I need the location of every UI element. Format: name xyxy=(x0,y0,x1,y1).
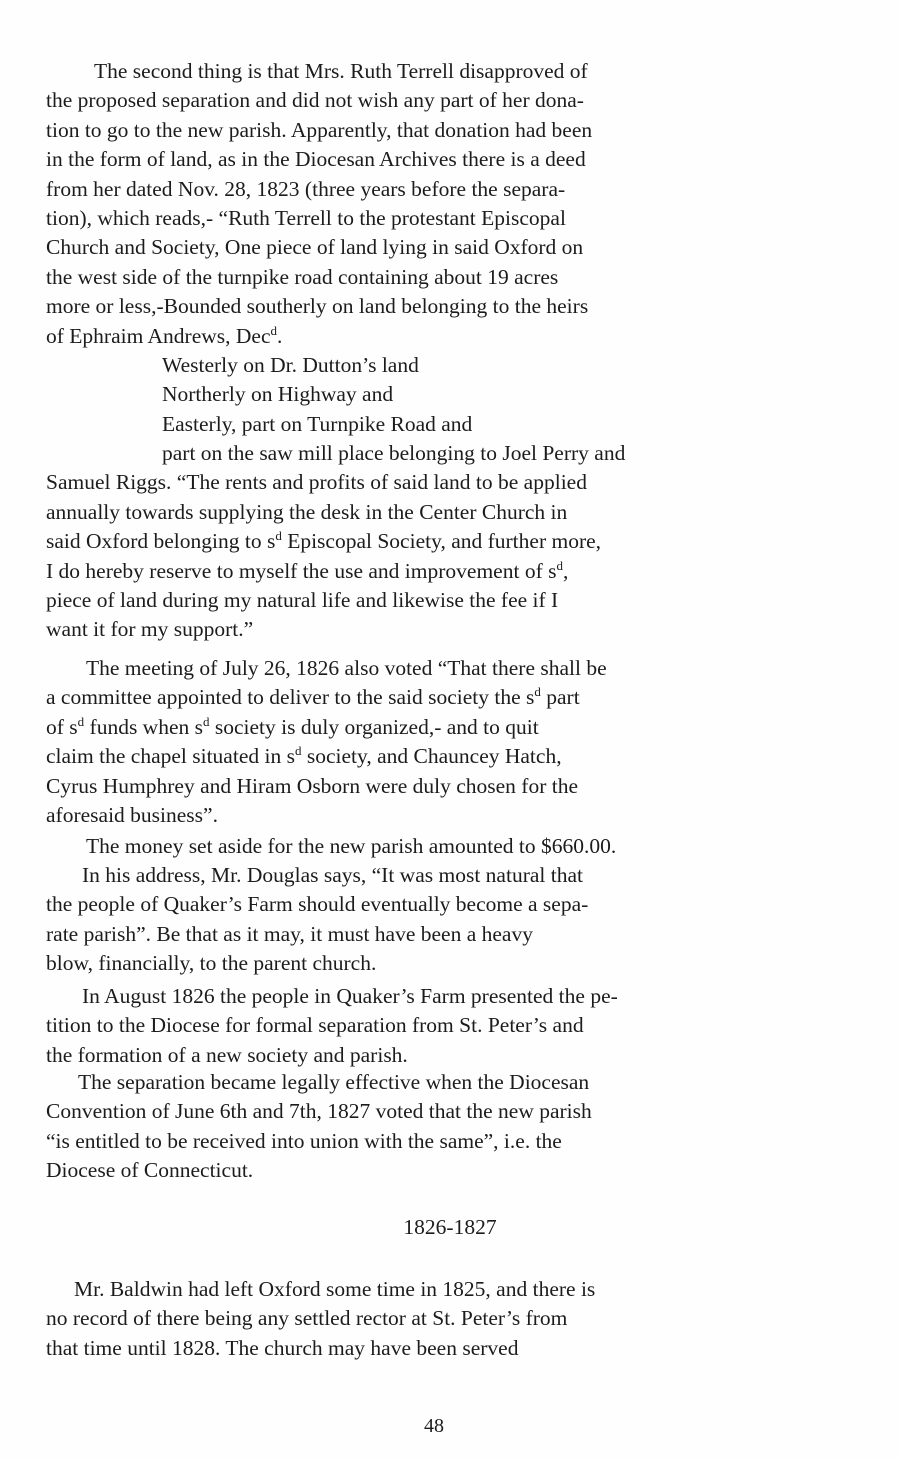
superscript: d xyxy=(534,684,541,700)
text-line xyxy=(46,322,852,351)
text-line: Church and Society, One piece of land lying in said Oxford on xyxy=(46,235,584,260)
superscript: d xyxy=(556,557,563,573)
paragraph-separation xyxy=(46,1068,852,1186)
text-run: of Ephraim Andrews, Dec xyxy=(46,323,271,348)
text-line: Samuel Riggs. “The rents and profits of said land to be applied xyxy=(46,470,587,495)
text-line: from her dated Nov. 28, 1823 (three years before the separa- xyxy=(46,176,566,201)
text-line: tition to the Diocese for formal separation from St. Peter’s and xyxy=(46,1013,584,1038)
bound-line-westerly: Westerly on Dr. Dutton’s land xyxy=(162,352,419,377)
bound-line-easterly: Easterly, part on Turnpike Road and xyxy=(162,411,473,436)
text-line xyxy=(46,742,852,771)
text-line: annually towards supplying the desk in the Center Church in xyxy=(46,499,568,524)
text-run: funds when s xyxy=(84,714,203,739)
superscript: d xyxy=(270,322,277,338)
text-line: the formation of a new society and parish. xyxy=(46,1042,408,1067)
superscript: d xyxy=(203,713,210,729)
text-line: blow, financially, to the parent church. xyxy=(46,951,377,976)
text-run: society, and Chauncey Hatch, xyxy=(301,744,562,769)
text-line: “is entitled to be received into union with the same”, i.e. the xyxy=(46,1128,562,1153)
paragraph-money xyxy=(46,832,852,861)
text-line: The meeting of July 26, 1826 also voted “That there shall be xyxy=(86,656,607,680)
superscript: d xyxy=(77,713,85,729)
section-heading: 1826-1827 xyxy=(403,1215,497,1239)
text-run: . xyxy=(277,323,283,348)
text-line: no record of there being any settled rector at St. Peter’s from xyxy=(46,1306,568,1331)
text-line xyxy=(46,683,852,712)
text-line: Diocese of Connecticut. xyxy=(46,1158,254,1183)
text-line: The separation became legally effective when the Diocesan xyxy=(78,1070,590,1094)
text-line xyxy=(46,527,852,556)
paragraph-douglas xyxy=(46,861,852,979)
text-run: claim the chapel situated in s xyxy=(46,744,295,769)
text-run: I do hereby reserve to myself the use and improvement of s xyxy=(46,558,557,583)
text-line: aforesaid business”. xyxy=(46,802,218,827)
text-run: Episcopal Society, and further more, xyxy=(281,529,602,554)
page-number: 48 xyxy=(424,1415,444,1437)
text-run: said Oxford belonging to s xyxy=(46,529,276,554)
text-line: piece of land during my natural life and likewise the fee if I xyxy=(46,588,559,613)
text-line: In his address, Mr. Douglas says, “It was most natural that xyxy=(82,863,583,887)
superscript: d xyxy=(294,743,302,759)
text-run: of s xyxy=(46,714,78,739)
text-run: , xyxy=(562,558,569,583)
superscript: d xyxy=(275,528,282,544)
text-line xyxy=(46,713,852,742)
text-line: rate parish”. Be that as it may, it must have been a heavy xyxy=(46,921,533,946)
text-line: in the form of land, as in the Diocesan Archives there is a deed xyxy=(46,147,586,172)
text-line: The money set aside for the new parish amounted to $660.00. xyxy=(86,834,617,858)
text-line: Cyrus Humphrey and Hiram Osborn were duly chosen for the xyxy=(46,773,578,798)
bound-line-northerly: Northerly on Highway and xyxy=(162,382,394,407)
text-line: Convention of June 6th and 7th, 1827 voted that the new parish xyxy=(46,1099,592,1124)
text-line: more or less,-Bounded southerly on land belonging to the heirs xyxy=(46,294,589,319)
text-line: The second thing is that Mrs. Ruth Terrell disapproved of xyxy=(94,59,588,83)
text-line: that time until 1828. The church may have been served xyxy=(46,1335,519,1360)
bound-line-sawmill: part on the saw mill place belonging to Joel Perry and xyxy=(162,441,626,466)
text-line: want it for my support.” xyxy=(46,617,254,642)
paragraph-terrell-deed xyxy=(46,57,852,645)
text-line: tion to go to the new parish. Apparently, that donation had been xyxy=(46,117,593,142)
text-line: the people of Quaker’s Farm should eventually become a sepa- xyxy=(46,892,589,917)
paragraph-august-1826 xyxy=(46,982,852,1070)
text-run: society is duly organized,- and to quit xyxy=(209,714,539,739)
text-line: the proposed separation and did not wish any part of her dona- xyxy=(46,88,584,113)
text-line: tion), which reads,- “Ruth Terrell to the protestant Episcopal xyxy=(46,205,566,230)
text-line: In August 1826 the people in Quaker’s Farm presented the pe- xyxy=(82,984,618,1008)
text-line: the west side of the turnpike road containing about 19 acres xyxy=(46,264,559,289)
text-line: Mr. Baldwin had left Oxford some time in 1825, and there is xyxy=(74,1277,596,1301)
text-line xyxy=(46,557,852,586)
paragraph-meeting-vote xyxy=(46,654,852,830)
paragraph-baldwin xyxy=(46,1275,852,1363)
text-run: part xyxy=(540,685,580,710)
text-run: a committee appointed to deliver to the said society the s xyxy=(46,685,535,710)
